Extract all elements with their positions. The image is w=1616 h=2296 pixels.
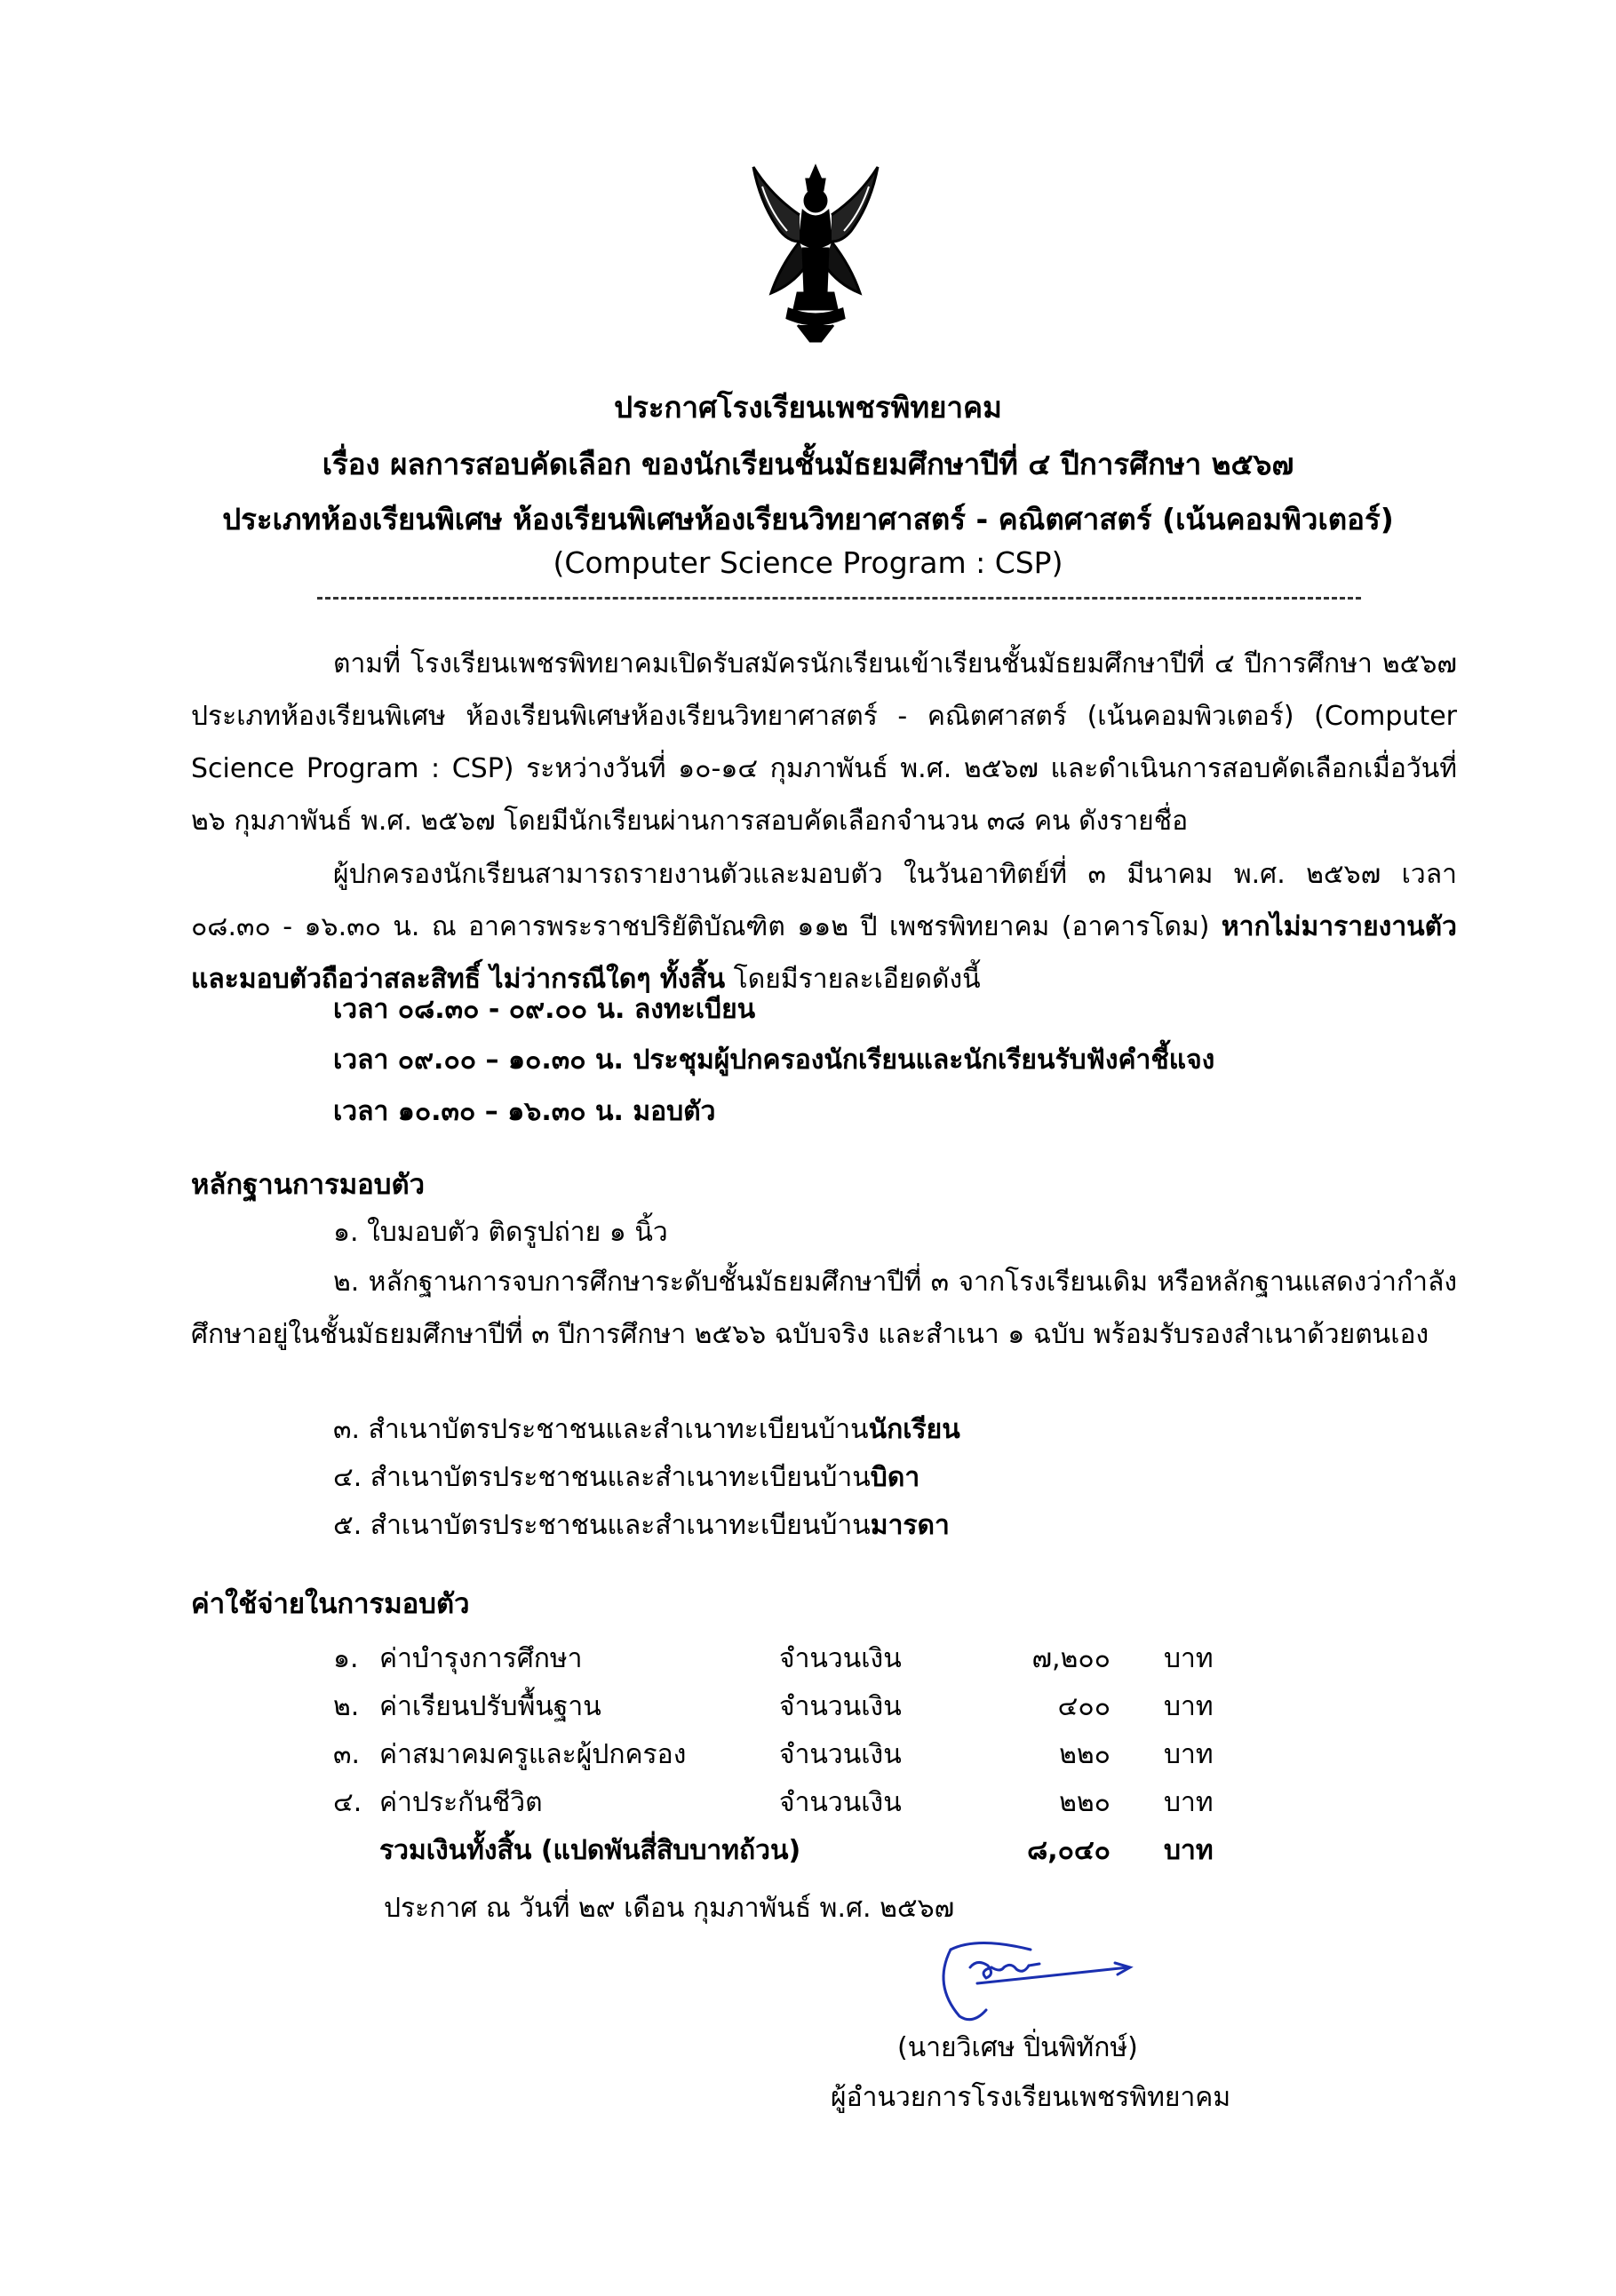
fee-unit: บาท [1164, 1643, 1214, 1674]
fee-name: ค่าประกันชีวิต [379, 1787, 543, 1818]
schedule-meeting: เวลา ๐๙.๐๐ – ๑๐.๓๐ น. ประชุมผู้ปกครองนักเรียนและนักเรียนรับฟังคำชี้แจง [333, 1045, 1215, 1076]
signer-title: ผู้อำนวยการโรงเรียนเพชรพิทยาคม [831, 2082, 1231, 2113]
evidence-item-4 [333, 1457, 919, 1498]
fee-amount-label: จำนวนเงิน [779, 1691, 902, 1722]
header-line-3: ประเภทห้องเรียนพิเศษ ห้องเรียนพิเศษห้องเรียนวิทยาศาสตร์ - คณิตศาสตร์ (เน้นคอมพิวเตอร์) [222, 502, 1394, 536]
evidence-item-4-bold: บิดา [870, 1462, 920, 1493]
intro-paragraph-2 [191, 848, 1457, 1005]
fee-amount-label: จำนวนเงิน [779, 1787, 902, 1818]
fee-total-amount: ๘,๐๔๐ [1027, 1835, 1111, 1866]
intro-paragraph-2-text: ผู้ปกครองนักเรียนสามารถรายงานตัวและมอบตัว ในวันอาทิตย์ที่ ๓ มีนาคม พ.ศ. ๒๕๖๗ เวลา ๐๘.๓๐ - ๑๖.๓๐ น. ณ อาคารพระราชปริยัติบัณฑิต ๑๑๒ ปี เพชรพิทยาคม (อาคารโดม) [191, 859, 1457, 942]
fee-amount: ๗,๒๐๐ [1031, 1643, 1111, 1674]
fee-amount-label: จำนวนเงิน [779, 1739, 902, 1770]
evidence-item-3 [333, 1409, 960, 1450]
evidence-heading: หลักฐานการมอบตัว [191, 1169, 426, 1201]
header-line-4: (Computer Science Program : CSP) [553, 545, 1063, 580]
fee-unit: บาท [1164, 1787, 1214, 1818]
evidence-item-3-bold: นักเรียน [868, 1414, 960, 1445]
fee-unit: บาท [1164, 1739, 1214, 1770]
garuda-emblem-icon [744, 160, 887, 346]
evidence-item-5-bold: มารดา [870, 1510, 950, 1541]
evidence-item-5-text: ๕. สำเนาบัตรประชาชนและสำเนาทะเบียนบ้าน [333, 1510, 871, 1541]
fee-name: ค่าสมาคมครูและผู้ปกครอง [379, 1739, 687, 1770]
fee-total-unit: บาท [1164, 1835, 1214, 1866]
fee-number: ๓. [333, 1739, 361, 1770]
header-line-2: เรื่อง ผลการสอบคัดเลือก ของนักเรียนชั้นมัธยมศึกษาปีที่ ๔ ปีการศึกษา ๒๕๖๗ [322, 447, 1294, 481]
signature-icon [924, 1932, 1155, 2030]
fees-heading: ค่าใช้จ่ายในการมอบตัว [191, 1588, 470, 1620]
fee-total-label: รวมเงินทั้งสิ้น (แปดพันสี่สิบบาทถ้วน) [379, 1835, 801, 1866]
intro-paragraph-1: ตามที่ โรงเรียนเพชรพิทยาคมเปิดรับสมัครนักเรียนเข้าเรียนชั้นมัธยมศึกษาปีที่ ๔ ปีการศึกษา ๒๕๖๗ ประเภทห้องเรียนพิเศษ ห้องเรียนพิเศษห้องเรียนวิทยาศาสตร์ - คณิตศาสตร์ (เน้นคอมพิวเตอร์) (Computer Science Program : CSP) ระหว่างวันที่ ๑๐-๑๔ กุมภาพันธ์ พ.ศ. ๒๕๖๗ และดำเนินการสอบคัดเลือกเมื่อวันที่ ๒๖ กุมภาพันธ์ พ.ศ. ๒๕๖๗ โดยมีนักเรียนผ่านการสอบคัดเลือกจำนวน ๓๘ คน ดังรายชื่อ [191, 648, 1457, 837]
fee-amount-label: จำนวนเงิน [779, 1643, 902, 1674]
evidence-item-1: ๑. ใบมอบตัว ติดรูปถ่าย ๑ นิ้ว [333, 1217, 668, 1248]
fee-name: ค่าบำรุงการศึกษา [379, 1643, 583, 1674]
evidence-item-3-text: ๓. สำเนาบัตรประชาชนและสำเนาทะเบียนบ้าน [333, 1414, 869, 1445]
forfeit-warning: หากไม่มารายงานตัวและมอบตัวถือว่าสละสิทธิ์ ไม่ว่ากรณีใดๆ ทั้งสิ้น [191, 911, 1457, 995]
evidence-item-2: ๒. หลักฐานการจบการศึกษาระดับชั้นมัธยมศึกษาปีที่ ๓ จากโรงเรียนเดิม หรือหลักฐานแสดงว่ากำลังศึกษาอยู่ในชั้นมัธยมศึกษาปีที่ ๓ ปีการศึกษา ๒๕๖๖ ฉบับจริง และสำเนา ๑ ฉบับ พร้อมรับรองสำเนาด้วยตนเอง [191, 1267, 1457, 1350]
schedule-registration: เวลา ๐๘.๓๐ - ๐๙.๐๐ น. ลงทะเบียน [333, 994, 756, 1025]
signer-name: (นายวิเศษ ปิ่นพิทักษ์) [897, 2032, 1138, 2063]
fee-amount: ๔๐๐ [1057, 1691, 1111, 1722]
fee-number: ๒. [333, 1691, 360, 1722]
fee-unit: บาท [1164, 1691, 1214, 1722]
intro-paragraph-2-end: โดยมีรายละเอียดดังนี้ [725, 964, 981, 995]
header-line-1: ประกาศโรงเรียนเพชรพิทยาคม [614, 390, 1002, 425]
schedule-handover: เวลา ๑๐.๓๐ – ๑๖.๓๐ น. มอบตัว [333, 1096, 716, 1127]
fee-amount: ๒๒๐ [1059, 1739, 1111, 1770]
dashed-separator [317, 597, 1361, 600]
evidence-item-5 [333, 1505, 950, 1546]
fee-amount: ๒๒๐ [1059, 1787, 1111, 1818]
fee-number: ๑. [333, 1643, 359, 1674]
announce-date: ประกาศ ณ วันที่ ๒๙ เดือน กุมภาพันธ์ พ.ศ. ๒๕๖๗ [384, 1893, 955, 1924]
fee-name: ค่าเรียนปรับพื้นฐาน [379, 1691, 601, 1722]
evidence-item-4-text: ๔. สำเนาบัตรประชาชนและสำเนาทะเบียนบ้าน [333, 1462, 871, 1493]
fee-number: ๔. [333, 1787, 362, 1818]
